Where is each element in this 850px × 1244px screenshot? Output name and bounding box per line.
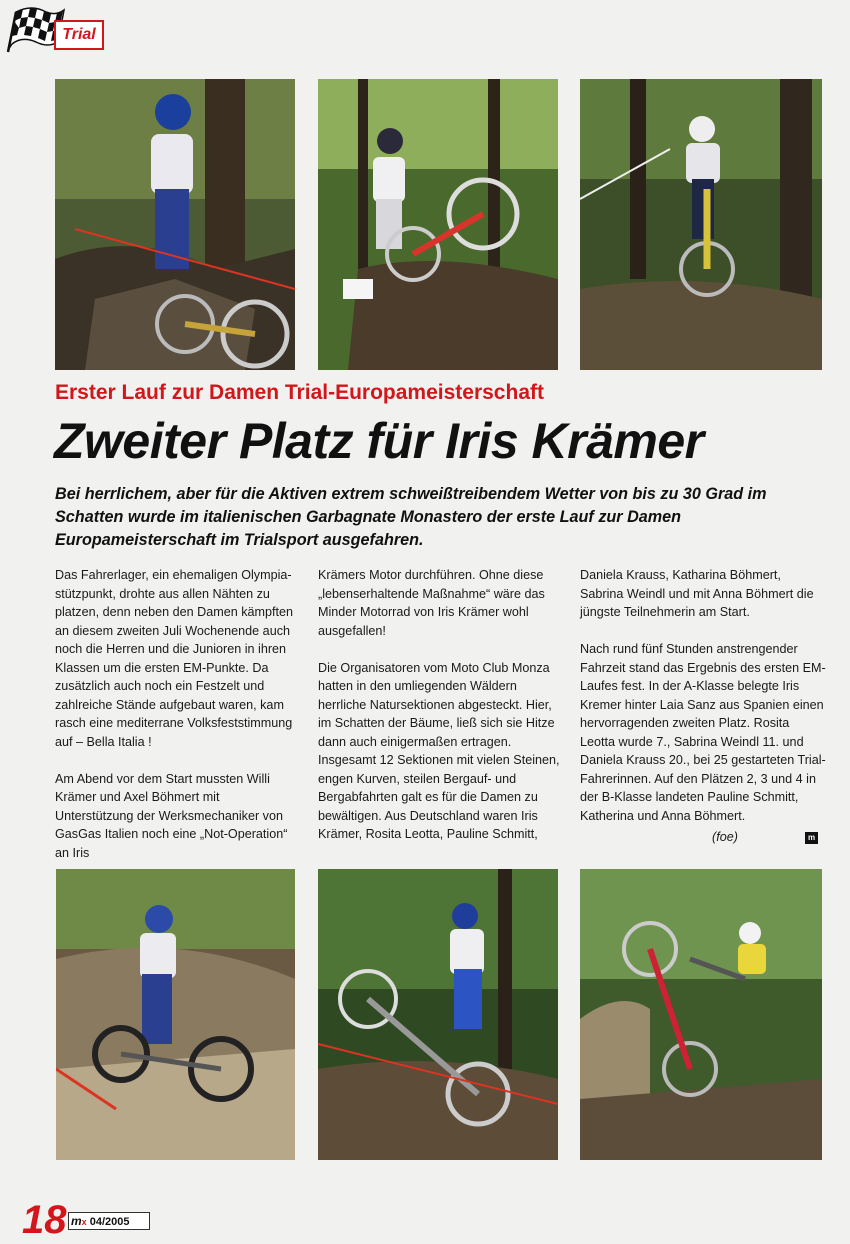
photo-rider-3: [580, 79, 822, 370]
paragraph: Das Fahrerlager, ein ehemaligen Olympia-stützpunkt, drohte aus allen Nähten zu platzen, denn neben den Damen kämpften an diesem zweiten Juli Wochenende auch noch die Herren und die Junioren in ihren Klassen um die ersten EM-Punkte. Da zusätzlich auch noch ein Festzelt und zahlreiche Stände aufgebaut waren, kam rasch eine mediterrane Volksfeststimmung auf – Bella Italia !: [55, 568, 294, 749]
article-column-2: [318, 566, 564, 862]
photo-rider-6: [580, 869, 822, 1160]
paragraph: Daniela Krauss, Katharina Böhmert, Sabrina Weindl und mit Anna Böhmert die jüngste Teilnehmerin am Start.: [580, 568, 814, 619]
section-tag: Trial: [54, 20, 104, 50]
page-number: 18: [22, 1198, 67, 1242]
photo-rider-4: [56, 869, 295, 1160]
issue-badge: [68, 1212, 150, 1230]
paragraph: Nach rund fünf Stunden anstrengender Fahrzeit stand das Ergebnis des ersten EM-Laufes fest. In der A-Klasse belegte Iris Kremer hinter Laia Sanz aus Spanien einen hervorragenden zweiten Platz. Rosita Leotta wurde 7., Sabrina Weindl 11. und Daniela Krauss 20., bei 25 gestarteten Trial-Fahrerinnen. Auf den Plätzen 2, 3 und 4 in der B-Klasse landeten Pauline Schmitt, Katherina und Anna Böhmert.: [580, 642, 826, 823]
end-mark-icon: m: [805, 832, 818, 844]
paragraph: Die Organisatoren vom Moto Club Monza hatten in den umliegenden Wäldern herrliche Natursektionen abgesteckt. Hier, im Schatten der Bäume, ließ sich sie Hitze dann auch einigermaßen ertragen. Insgesamt 12 Sektionen mit vielen Steinen, engen Kurven, steilen Bergauf- und Bergabfahrten galt es für die Damen zu bewältigen. Aus Deutschland waren Iris Krämer, Rosita Leotta, Pauline Schmitt,: [318, 660, 560, 841]
article-column-3: [580, 566, 826, 844]
author-signature: (foe): [712, 830, 738, 844]
photo-rider-1: [55, 79, 295, 370]
photo-rider-5: [318, 869, 558, 1160]
photo-rider-2: [318, 79, 558, 370]
magazine-logo-accent: x: [81, 1217, 87, 1227]
paragraph: Am Abend vor dem Start mussten Willi Krämer und Axel Böhmert mit Unterstützung der Werksmechaniker von GasGas Italien noch eine „Not-Operation“ an Iris: [55, 771, 288, 860]
issue-number: 04/2005: [89, 1216, 130, 1228]
article-column-1: [55, 566, 301, 881]
paragraph: Krämers Motor durchführen. Ohne diese „lebenserhaltende Maßnahme“ wäre das Minder Motorrad von Iris Krämer wohl ausgefallen!: [318, 568, 545, 638]
article-kicker: Erster Lauf zur Damen Trial-Europameisterschaft: [55, 381, 544, 404]
magazine-logo: m: [71, 1214, 82, 1228]
article-headline: Zweiter Platz für Iris Krämer: [54, 413, 704, 469]
article-lead: Bei herrlichem, aber für die Aktiven extrem schweißtreibendem Wetter von bis zu 30 Grad im Schatten wurde im italienischen Garbagnate Monastero der erste Lauf zur Damen Europameisterschaft im Trialsport ausgefahren.: [55, 485, 767, 549]
